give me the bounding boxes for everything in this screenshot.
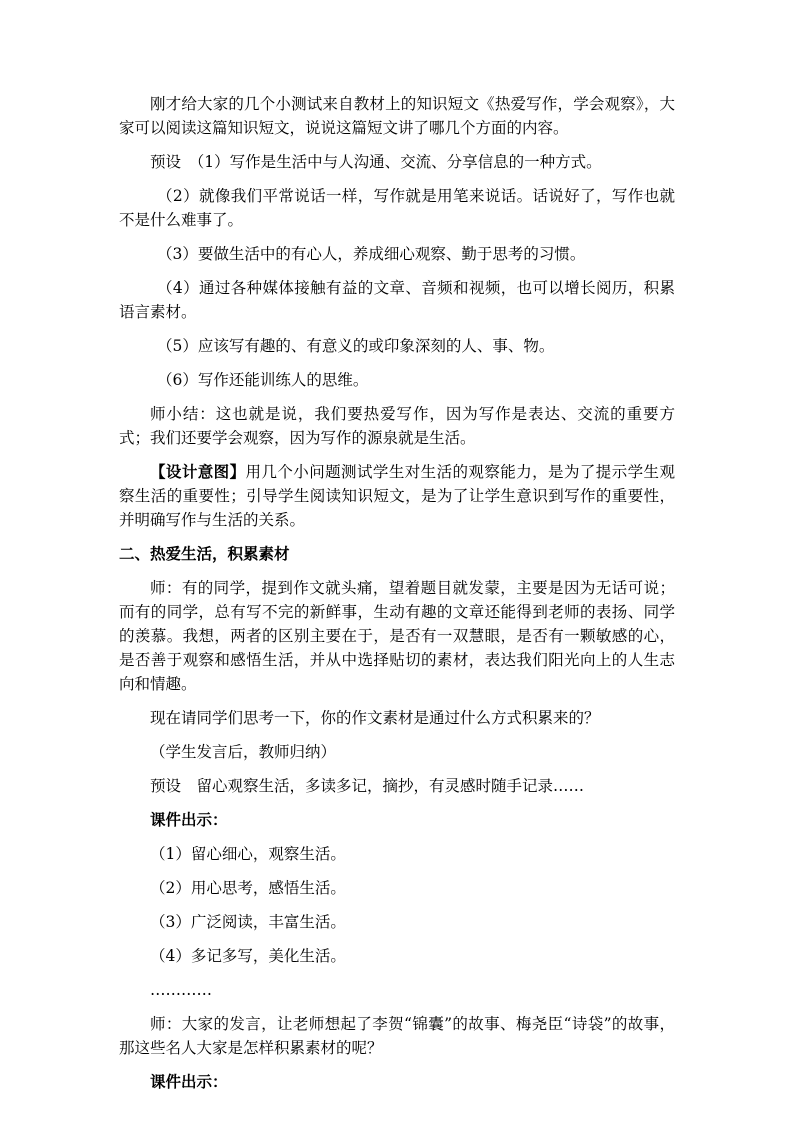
paragraph-note: （学生发言后，教师归纳） (150, 743, 337, 761)
paragraph-design-intent (119, 460, 675, 532)
paragraph-preset-1: 预设 （1）写作是生活中与人沟通、交流、分享信息的一种方式。 (150, 153, 602, 171)
courseware-label-1: 课件出示： (150, 810, 228, 829)
list-item-1: （1）留心细心，观察生活。 (150, 845, 346, 863)
courseware-label-2: 课件出示： (150, 1072, 228, 1091)
section-heading: 二、热爱生活，积累素材 (119, 544, 290, 563)
paragraph-point-5: （5）应该写有趣的、有意义的或印象深刻的人、事、物。 (157, 337, 555, 355)
paragraph-question: 现在请同学们思考一下，你的作文素材是通过什么方式积累来的？ (150, 709, 600, 727)
ellipsis-line: ………… (150, 981, 212, 999)
body-text (119, 92, 675, 1104)
paragraph-point-2: （2）就像我们平常说话一样，写作就是用笔来说话。话说好了，写作也就不是什么难事了。 (119, 187, 675, 229)
design-intent-text: 用几个小问题测试学生对生活的观察能力，是为了提示学生观察生活的重要性；引导学生阅读知识短文，是为了让学生意识到写作的重要性，并明确写作与生活的关系。 (119, 463, 675, 529)
paragraph-summary: 师小结：这也就是说，我们要热爱写作，因为写作是表达、交流的重要方式；我们还要学会观察，因为写作的源泉就是生活。 (119, 405, 675, 447)
list-item-4: （4）多记多写，美化生活。 (150, 947, 346, 965)
paragraph-intro: 刚才给大家的几个小测试来自教材上的知识短文《热爱写作，学会观察》，大家可以阅读这篇知识短文，说说这篇短文讲了哪几个方面的内容。 (119, 95, 675, 137)
paragraph-point-6: （6）写作还能训练人的思维。 (157, 371, 369, 389)
paragraph-teacher-2: 师：大家的发言，让老师想起了李贺“锦囊”的故事、梅尧臣“诗袋”的故事，那这些名人大家是怎样积累素材的呢？ (119, 1015, 675, 1057)
design-intent-label: 【设计意图】 (150, 462, 246, 481)
paragraph-point-4: （4）通过各种媒体接触有益的文章、音频和视频，也可以增长阅历，积累语言素材。 (119, 279, 675, 321)
paragraph-point-3: （3）要做生活中的有心人，养成细心观察、勤于思考的习惯。 (157, 245, 586, 263)
paragraph-preset-2: 预设 留心观察生活，多读多记，摘抄，有灵感时随手记录…… (150, 777, 585, 795)
list-item-3: （3）广泛阅读，丰富生活。 (150, 913, 346, 931)
paragraph-teacher-1: 师：有的同学，提到作文就头痛，望着题目就发蒙，主要是因为无话可说；而有的同学，总有写不完的新鲜事，生动有趣的文章还能得到老师的表扬、同学的羡慕。我想，两者的区别主要在于，是否有一双慧眼，是否有一颗敏感的心，是否善于观察和感悟生活，并从中选择贴切的素材，表达我们阳光向上的人生志向和情趣。 (119, 579, 675, 693)
list-item-2: （2）用心思考，感悟生活。 (150, 879, 346, 897)
